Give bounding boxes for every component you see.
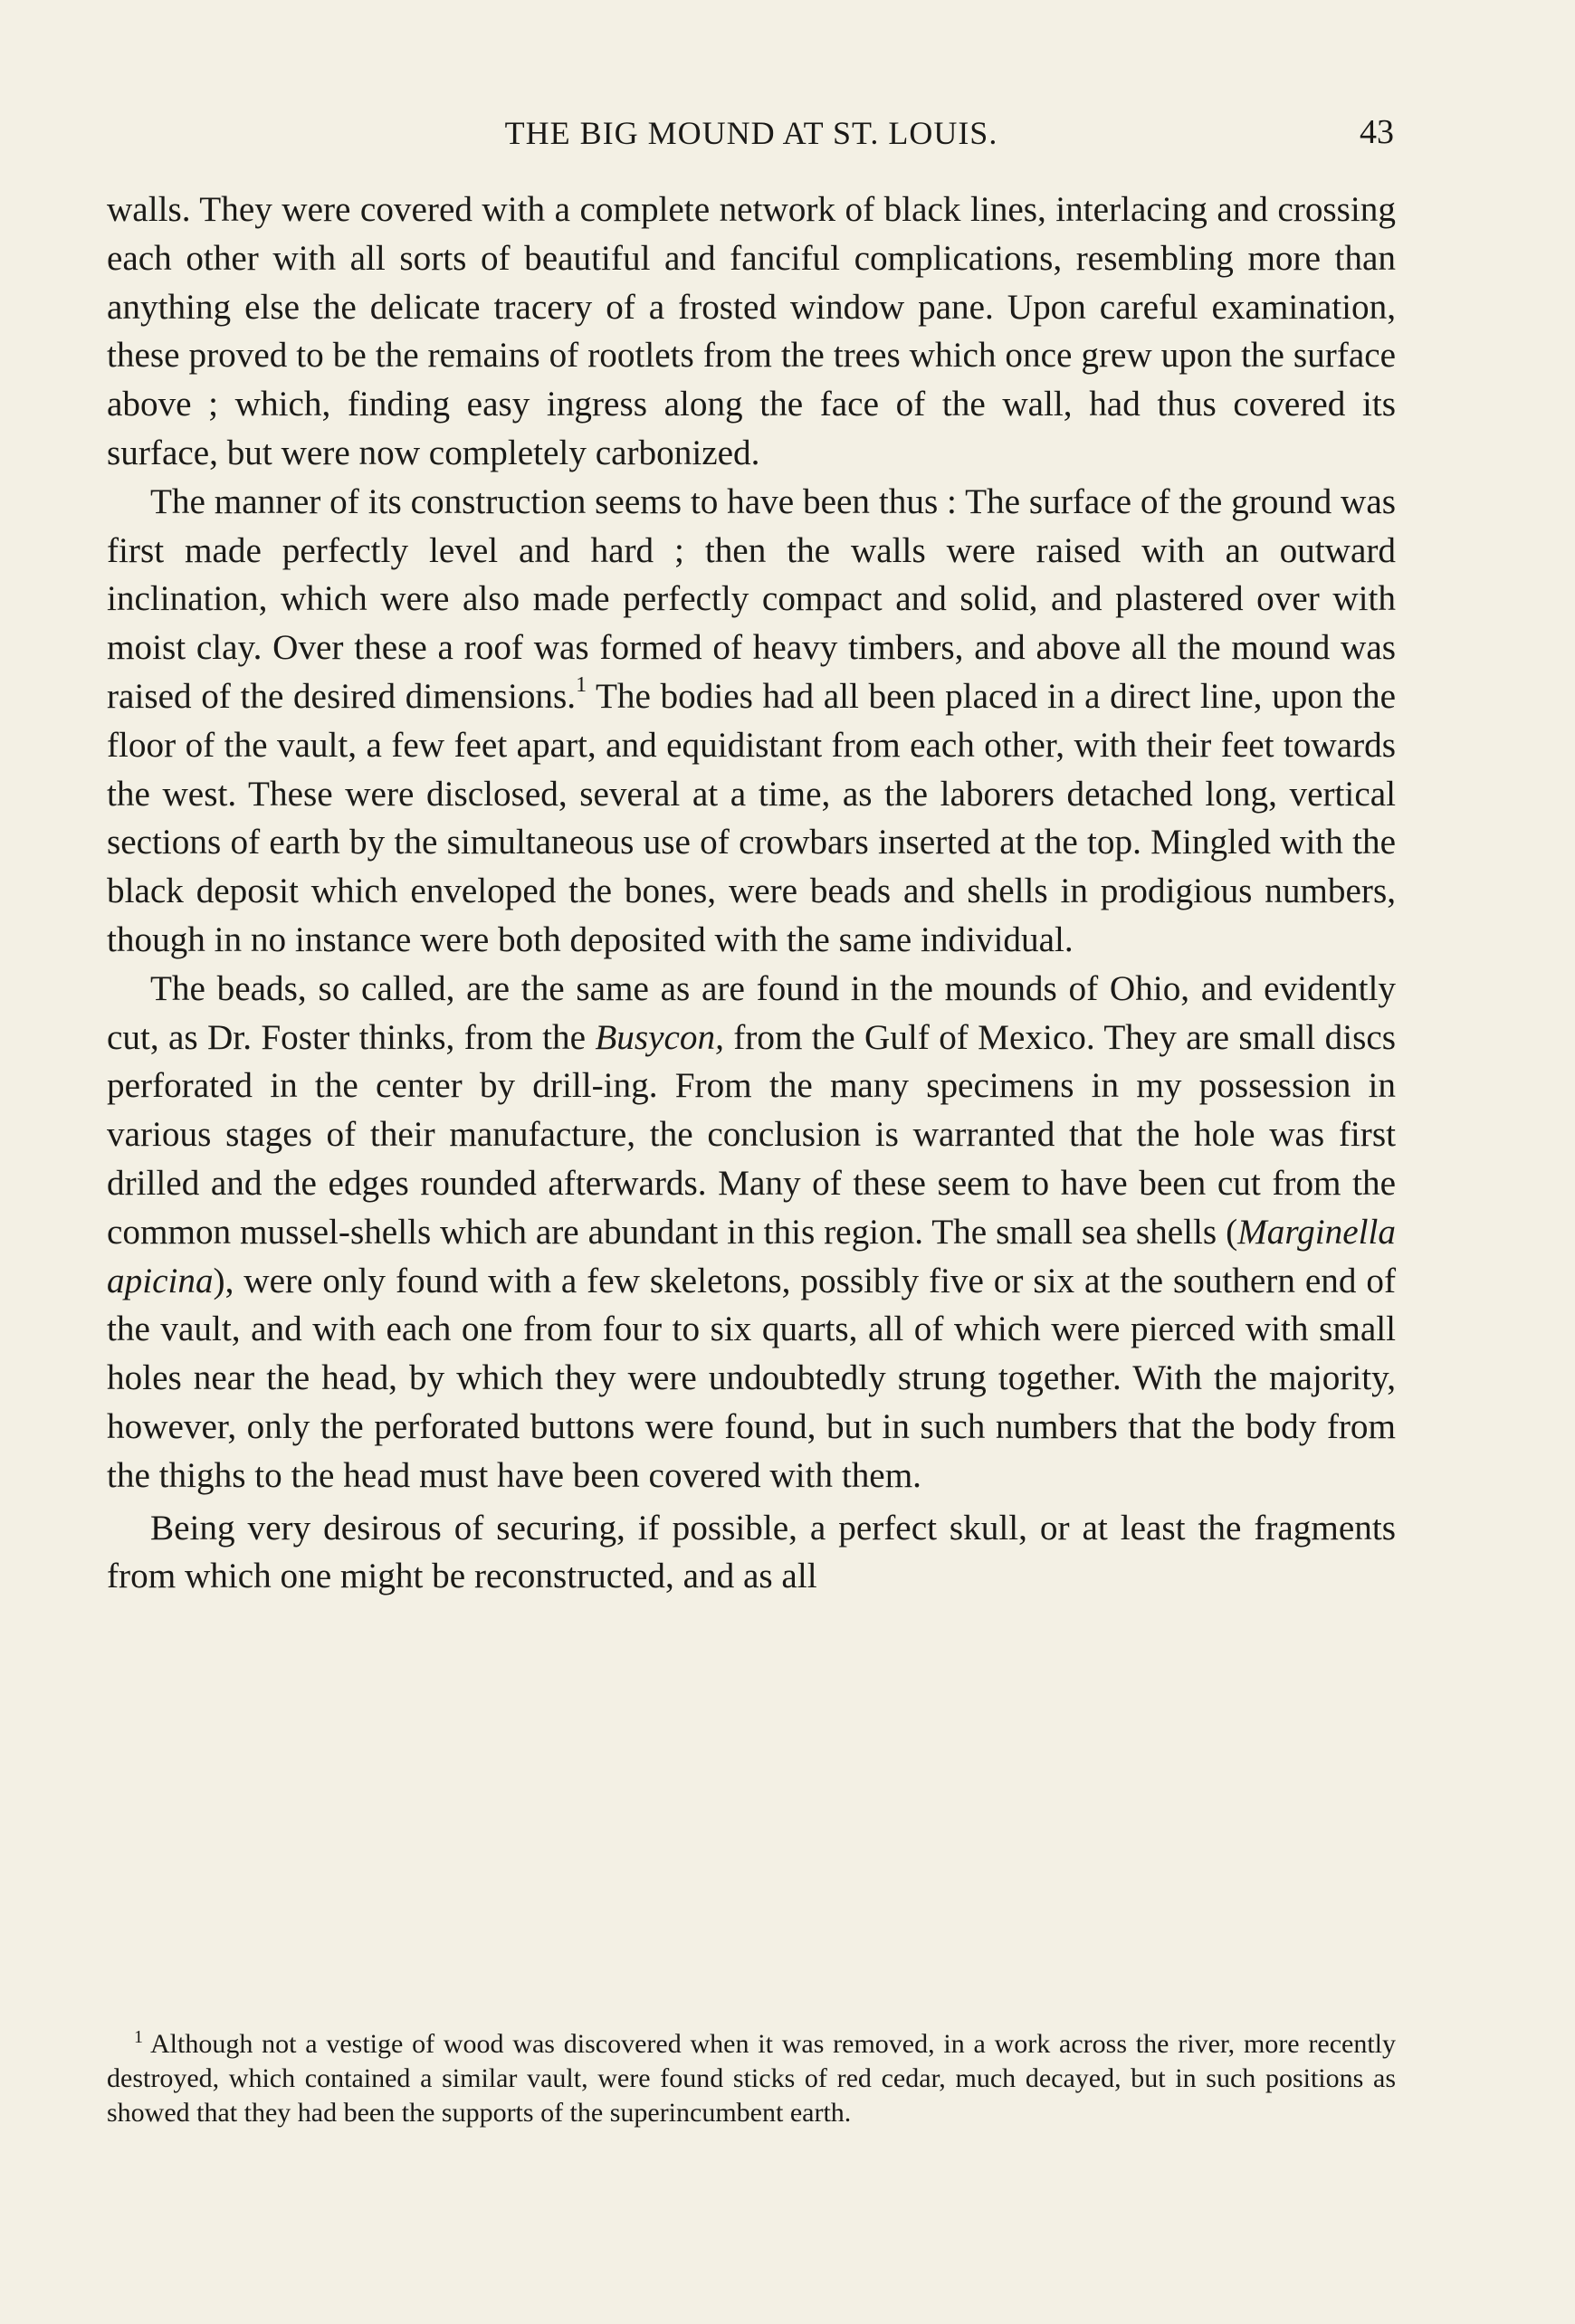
paragraph-beads	[107, 965, 1396, 1500]
paragraph-continued: walls. They were covered with a complete network of black lines, interlacing and crossing each other with all sorts of beautiful and fanciful complications, resembling more than anything else the delicate tracery of a frosted window pane. Upon careful examination, these proved to be the remains of rootlets from the trees which once grew upon the surface above ; which, finding easy ingress along the face of the wall, had thus covered its surface, but were now completely carbonized.	[107, 190, 1396, 472]
paragraph-text: ), were only found with a few skeletons, possibly five or six at the southern end of the vault, and with each one from four to six quarts, all of which were pierced with small holes near the head, by which they were undoubtedly strung together. With the majority, however, only the perforated buttons were found, but in such numbers that the body from the thighs to the head must have been covered with them.	[107, 1261, 1396, 1495]
body-text	[107, 186, 1396, 1601]
paragraph-text: The manner of its construction seems to have been thus : The surface of the ground was first made perfectly level and hard ; then the walls were raised with an outward inclination, which were also made perfectly compact and solid, and plastered over with moist clay. Over these a roof was formed of heavy timbers, and above all the mound was raised of the desired dimensions.	[107, 481, 1396, 716]
footnote	[107, 2020, 1396, 2130]
paragraph-construction	[107, 478, 1396, 965]
taxon-marginella: Marginella apicina	[107, 1212, 1396, 1300]
paragraph-skull: Being very desirous of securing, if possible, a perfect skull, or at least the fragments from which one might be reconstructed, and as all	[107, 1508, 1396, 1596]
taxon-busycon: Busycon,	[595, 1017, 724, 1057]
footnote-reference[interactable]: 1	[576, 672, 587, 697]
page-number: 43	[1360, 113, 1394, 151]
paragraph-text: The bodies had all been placed in a direct line, upon the floor of the vault, a few feet apart, and equidistant from each other, with their feet towards the west. These were disclosed, several at a time, as the laborers detached long, vertical sections of earth by the simultaneous use of crowbars inserted at the top. Mingled with the black deposit which enveloped the bones, were beads and shells in prodigious numbers, though in no instance were both deposited with the same individual.	[107, 676, 1396, 959]
paragraph-text: from the Gulf of Mexico. They are small discs perforated in the center by drill-ing. From the many specimens in my possession in various stages of their manufacture, the conclusion is warranted that the hole was first drilled and the edges rounded afterwards. Many of these seem to have been cut from the common mussel-shells which are abundant in this region. The small sea shells (	[107, 1017, 1396, 1252]
footnote-mark: 1	[134, 2027, 143, 2047]
running-title: THE BIG MOUND AT ST. LOUIS.	[504, 115, 998, 151]
page-header	[109, 107, 1394, 161]
paragraph-text: The beads, so called, are the same as are found in the mounds of Ohio, and evidently cut, as Dr. Foster thinks, from the	[107, 968, 1396, 1057]
footnote-text: Although not a vestige of wood was discovered when it was removed, in a work across the river, more recently destroyed, which contained a similar vault, were found sticks of red cedar, much decayed, but in such positions as showed that they had been the supports of the superincumbent earth.	[107, 2029, 1396, 2128]
